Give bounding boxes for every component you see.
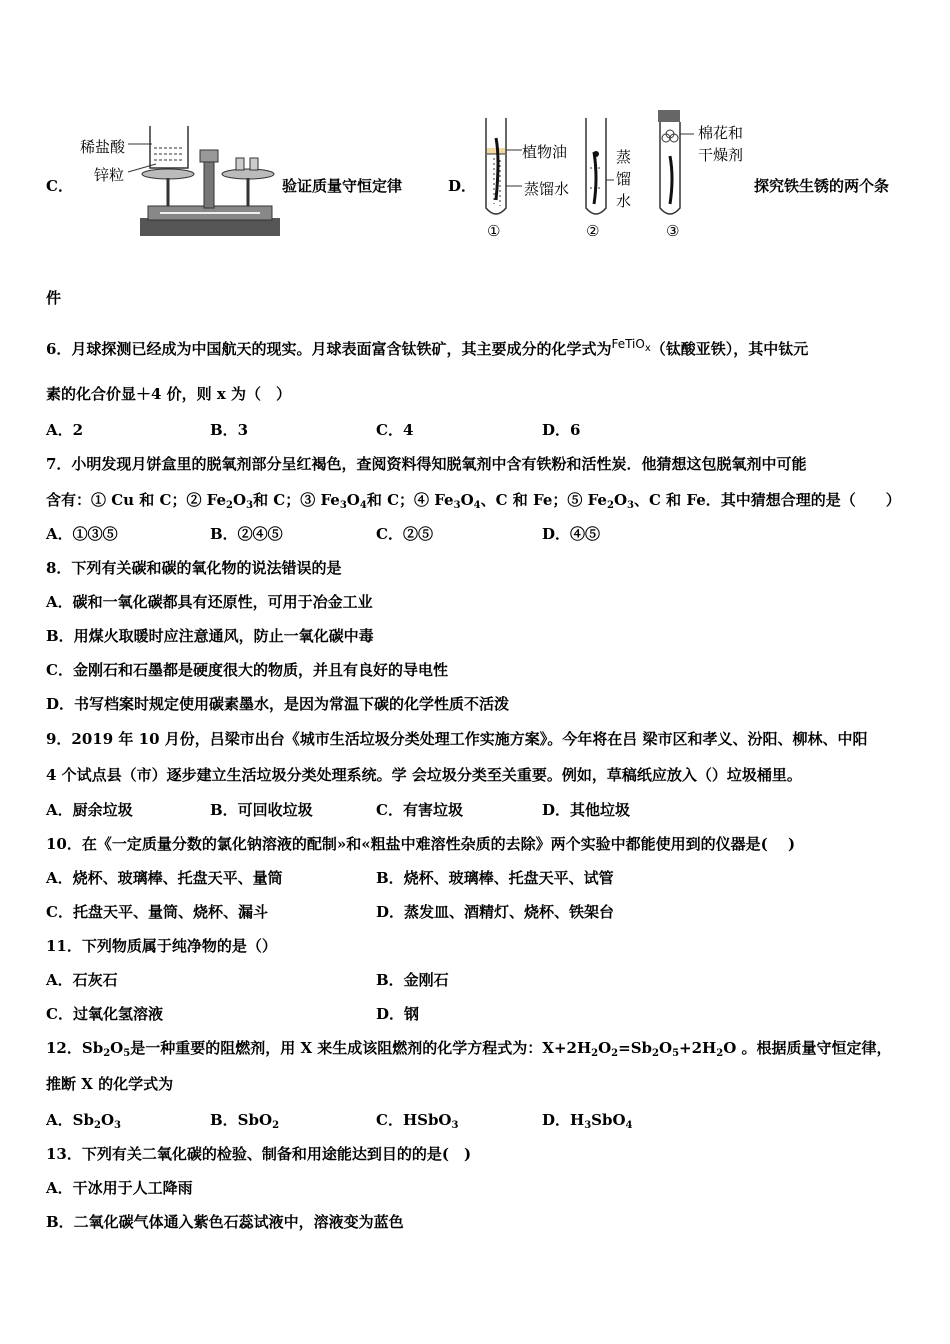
- q8-option-b: B．用煤火取暖时应注意通风，防止一氧化碳中毒: [46, 627, 374, 645]
- tube-label-3: ③: [666, 222, 680, 240]
- option-d-letter: D．: [448, 177, 477, 195]
- q10-option-a: A．烧杯、玻璃棒、托盘天平、量筒: [46, 869, 283, 887]
- q7-option-c: C．②⑤: [376, 525, 433, 543]
- q11-option-c: C．过氧化氢溶液: [46, 1005, 163, 1023]
- label-distilled-water-2b: 馏: [616, 170, 632, 188]
- q6-option-b: B．3: [210, 421, 249, 439]
- q12-option-d: D．$H_3SbO_4$: [542, 1111, 633, 1131]
- label-dilute-acid: 稀盐酸: [80, 138, 126, 156]
- label-zinc: 锌粒: [94, 166, 125, 184]
- q12-stem-line1: 12．$Sb_2O_5$是一种重要的阻燃剂，用 X 来生成该阻燃剂的化学方程式为：$X+2H_2O_2=Sb_2O_5+2H_2O$ 。根据质量守恒定律，: [46, 1039, 892, 1059]
- q9-option-d: D．其他垃圾: [542, 801, 631, 819]
- label-desiccant: 干燥剂: [698, 146, 744, 164]
- q9-stem-line1: 9．2019 年 10 月份，吕梁市出台《城市生活垃圾分类处理工作实施方案》。今年将在吕 梁市区和孝义、汾阳、柳林、中阳: [46, 730, 868, 748]
- q12-option-c: C．HSbO$_3$: [376, 1111, 459, 1131]
- q10-option-d: D．蒸发皿、酒精灯、烧杯、铁架台: [376, 903, 615, 921]
- q6-option-a: A．2: [46, 421, 84, 439]
- q7-stem-line2: 含有：① Cu 和 C；② $Fe_2O_3$和 C；③ $Fe_3O_4$和 C；④ $Fe_3O_4$、C 和 Fe；⑤ $Fe_2O_3$、C 和 Fe．其中猜想合理的是（ ）: [46, 491, 901, 511]
- q6-stem-line2: 素的化合价显＋4 价，则 x 为（ ）: [46, 385, 292, 403]
- q8-option-c: C．金刚石和石墨都是硬度很大的物质，并且有良好的导电性: [46, 661, 448, 679]
- label-distilled-water-1: 蒸馏水: [524, 180, 570, 198]
- q10-option-b: B．烧杯、玻璃棒、托盘天平、试管: [376, 869, 614, 887]
- q6-option-c: C．4: [376, 421, 414, 439]
- q13-option-a: A．干冰用于人工降雨: [46, 1179, 193, 1197]
- q9-option-c: C．有害垃圾: [376, 801, 463, 819]
- option-d-text: 探究铁生锈的两个条: [754, 177, 890, 195]
- label-distilled-water-2c: 水: [616, 192, 632, 210]
- q11-option-d: D．钢: [376, 1005, 420, 1023]
- q9-stem-line2: 4 个试点县（市）逐步建立生活垃圾分类处理系统。学 会垃圾分类至关重要。例如，草稿纸应放入（）垃圾桶里。: [46, 766, 802, 784]
- tube-label-1: ①: [487, 222, 501, 240]
- q6-formula: FeTiOx: [611, 337, 651, 354]
- option-d-text-cont: 件: [46, 289, 62, 307]
- option-c-letter: C．: [46, 177, 73, 195]
- q7-option-b: B．②④⑤: [210, 525, 283, 543]
- q8-option-a: A．碳和一氧化碳都具有还原性，可用于冶金工业: [46, 593, 373, 611]
- q8-stem: 8．下列有关碳和碳的氧化物的说法错误的是: [46, 559, 342, 577]
- q10-option-c: C．托盘天平、量筒、烧杯、漏斗: [46, 903, 268, 921]
- q8-option-d: D．书写档案时规定使用碳素墨水，是因为常温下碳的化学性质不活泼: [46, 695, 510, 713]
- q13-option-b: B．二氧化碳气体通入紫色石蕊试液中，溶液变为蓝色: [46, 1213, 404, 1231]
- label-distilled-water-2a: 蒸: [616, 148, 632, 166]
- q6-stem-line1: 6．月球探测已经成为中国航天的现实。月球表面富含钛铁矿，其主要成分的化学式为$^{FeTiO_x}$（钛酸亚铁），其中钛元: [46, 337, 809, 358]
- q7-option-a: A．①③⑤: [46, 525, 118, 543]
- q11-option-a: A．石灰石: [46, 971, 118, 989]
- q13-stem: 13．下列有关二氧化碳的检验、制备和用途能达到目的的是( ): [46, 1145, 472, 1163]
- q7-stem-line1: 7．小明发现月饼盒里的脱氧剂部分呈红褐色，查阅资料得知脱氧剂中含有铁粉和活性炭．他猜想这包脱氧剂中可能: [46, 455, 807, 473]
- label-cotton: 棉花和: [698, 124, 744, 142]
- q11-stem: 11．下列物质属于纯净物的是（）: [46, 937, 277, 955]
- q12-option-b: B．SbO$_2$: [210, 1111, 280, 1131]
- q12-stem-line2: 推断 X 的化学式为: [46, 1075, 174, 1093]
- q6-option-d: D．6: [542, 421, 581, 439]
- q9-option-a: A．厨余垃圾: [46, 801, 133, 819]
- q7-option-d: D．④⑤: [542, 525, 601, 543]
- label-plant-oil: 植物油: [522, 143, 568, 161]
- q10-stem: 10．在《一定质量分数的氯化钠溶液的配制»和«粗盐中难溶性杂质的去除》两个实验中都能使用到的仪器是( ): [46, 835, 796, 853]
- option-c-text: 验证质量守恒定律: [282, 177, 403, 195]
- q11-option-b: B．金刚石: [376, 971, 449, 989]
- q9-option-b: B．可回收垃圾: [210, 801, 313, 819]
- tube-label-2: ②: [586, 222, 600, 240]
- q12-option-a: A．$Sb_2O_3$: [46, 1111, 121, 1131]
